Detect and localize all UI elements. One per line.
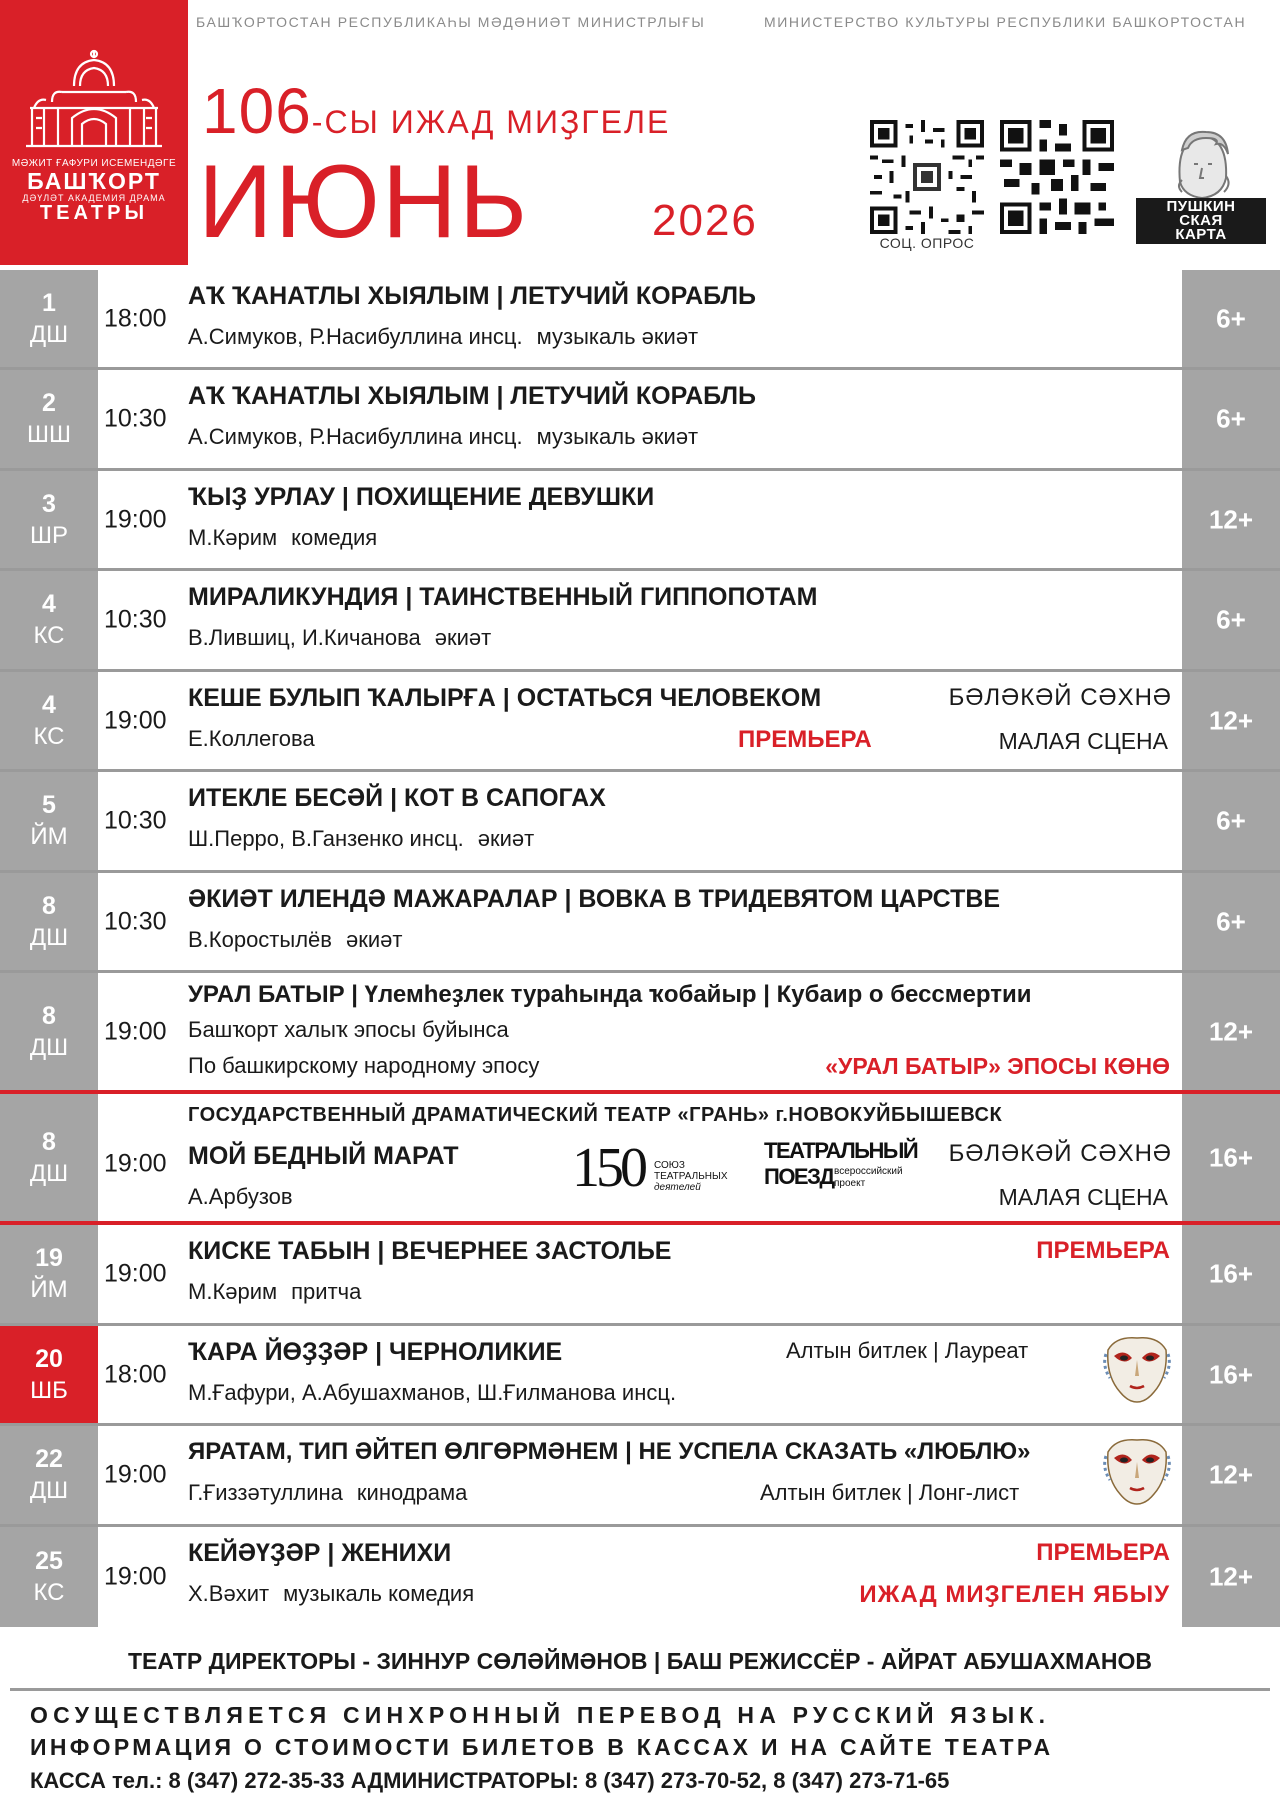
age-rating bbox=[1182, 1326, 1280, 1423]
pushkin-card-label bbox=[1136, 198, 1266, 244]
union-150-caption-3: деятелей bbox=[654, 1182, 701, 1193]
translation-notice: ОСУЩЕСТВЛЯЕТСЯ СИНХРОННЫЙ ПЕРЕВОД НА РУССКИЙ ЯЗЫК. bbox=[30, 1702, 1051, 1728]
event-weekday: ШБ bbox=[30, 1376, 68, 1404]
pushkin-card-line1: ПУШКИН bbox=[1166, 198, 1236, 215]
event-credits bbox=[188, 927, 402, 953]
date-cell-highlighted bbox=[0, 1326, 98, 1423]
event-authors: Х.Вәхит bbox=[188, 1581, 270, 1606]
footer-divider bbox=[10, 1688, 1270, 1691]
event-title: МОЙ БЕДНЫЙ МАРАТ bbox=[188, 1142, 459, 1170]
event-genre: әкиәт bbox=[434, 625, 492, 650]
event-authors: А.Арбузов bbox=[188, 1184, 293, 1209]
union-150-logo bbox=[572, 1138, 732, 1202]
age-rating-label: 16+ bbox=[1208, 1142, 1254, 1172]
golden-mask-award-icon bbox=[1102, 1434, 1172, 1508]
date-cell bbox=[0, 471, 98, 568]
event-weekday: КС bbox=[33, 622, 65, 649]
event-weekday: ЙМ bbox=[30, 823, 68, 850]
event-weekday: ДШ bbox=[29, 1033, 69, 1061]
event-time: 19:00 bbox=[104, 1562, 167, 1591]
train-logo-line2: ПОЕЗД bbox=[764, 1164, 834, 1189]
date-cell bbox=[0, 672, 98, 769]
event-row[interactable] bbox=[0, 772, 1280, 873]
event-title: ИТЕКЛЕ БЕСӘЙ | КОТ В САПОГАХ bbox=[188, 784, 606, 812]
train-logo-sub2: проект bbox=[834, 1178, 866, 1189]
event-credits bbox=[188, 625, 491, 651]
event-weekday: ШШ bbox=[27, 421, 71, 448]
pushkin-card-line3: КАРТА bbox=[1175, 226, 1227, 243]
event-genre: әкиәт bbox=[477, 826, 535, 851]
age-rating bbox=[1182, 772, 1280, 870]
event-authors: Е.Коллегова bbox=[188, 726, 315, 751]
event-row[interactable] bbox=[0, 1225, 1280, 1326]
event-authors: М.Ғафури, А.Абушахманов, Ш.Ғилманова инсц. bbox=[188, 1380, 677, 1405]
event-time: 10:30 bbox=[104, 907, 167, 935]
event-row[interactable] bbox=[0, 672, 1280, 772]
event-row[interactable] bbox=[0, 1094, 1280, 1225]
age-rating-label: 12+ bbox=[1208, 504, 1254, 534]
month-title: ИЮНЬ bbox=[198, 144, 530, 260]
age-rating-label: 6+ bbox=[1216, 604, 1246, 635]
age-rating bbox=[1182, 672, 1280, 769]
event-weekday: ДШ bbox=[29, 1159, 69, 1187]
event-title: УРАЛ БАТЫР | Үлемһеҙлек тураһында ҡобайыр | Кубаир о бессмертии bbox=[188, 981, 1032, 1008]
event-row[interactable] bbox=[0, 1326, 1280, 1426]
event-title: АҠ ҠАНАТЛЫ ХЫЯЛЫМ | ЛЕТУЧИЙ КОРАБЛЬ bbox=[188, 282, 757, 310]
qr-code-survey-icon[interactable] bbox=[870, 120, 984, 234]
event-row[interactable] bbox=[0, 973, 1280, 1094]
age-rating bbox=[1182, 370, 1280, 468]
event-day: 4 bbox=[42, 590, 56, 618]
event-weekday: ШР bbox=[29, 521, 68, 549]
event-row[interactable] bbox=[0, 370, 1280, 471]
season-number: 106 bbox=[202, 75, 312, 147]
event-authors: М.Кәрим bbox=[188, 1279, 278, 1304]
event-authors: М.Кәрим bbox=[188, 525, 278, 550]
age-rating bbox=[1182, 1527, 1280, 1627]
epic-day-note: «УРАЛ БАТЫР» ЭПОСЫ КӨНӨ bbox=[825, 1053, 1170, 1079]
event-day: 20 bbox=[35, 1344, 63, 1373]
event-authors: А.Симуков, Р.Насибуллина инсц. bbox=[188, 424, 523, 449]
premiere-badge: ПРЕМЬЕРА bbox=[1036, 1237, 1170, 1264]
event-row[interactable] bbox=[0, 873, 1280, 973]
season-text: -СЫ ИЖАД МИҘГЕЛЕ bbox=[311, 104, 671, 140]
event-authors: А.Симуков, Р.Насибуллина инсц. bbox=[188, 324, 523, 349]
date-cell bbox=[0, 973, 98, 1090]
event-credits bbox=[188, 826, 534, 852]
event-title: ЯРАТАМ, ТИП ӘЙТЕП ӨЛГӨРМӘНЕМ | НЕ УСПЕЛА СКАЗАТЬ «ЛЮБЛЮ» bbox=[188, 1438, 1031, 1465]
award-label: Алтын битлек | Лонг-лист bbox=[760, 1480, 1020, 1505]
age-rating bbox=[1182, 873, 1280, 970]
event-row[interactable] bbox=[0, 1527, 1280, 1627]
age-rating-label: 12+ bbox=[1208, 1561, 1254, 1592]
season-closing-note: ИЖАД МИҘГЕЛЕН ЯБЫУ bbox=[859, 1581, 1170, 1608]
event-genre: әкиәт bbox=[345, 927, 403, 952]
qr-code-icon[interactable] bbox=[1000, 120, 1114, 234]
age-rating bbox=[1182, 1094, 1280, 1221]
event-row[interactable] bbox=[0, 1426, 1280, 1527]
event-authors: Ш.Перро, В.Ганзенко инсц. bbox=[188, 826, 464, 851]
event-authors: В.Коростылёв bbox=[188, 927, 332, 952]
ticket-info-notice: ИНФОРМАЦИЯ О СТОИМОСТИ БИЛЕТОВ В КАССАХ И НА САЙТЕ ТЕАТРА bbox=[30, 1734, 1054, 1760]
event-credits bbox=[188, 525, 377, 551]
stage-label-russian: МАЛАЯ СЦЕНА bbox=[998, 1184, 1168, 1210]
event-time: 19:00 bbox=[104, 1259, 167, 1288]
event-title: ӘКИӘТ ИЛЕНДӘ МАЖАРАЛАР | ВОВКА В ТРИДЕВЯТОМ ЦАРСТВЕ bbox=[188, 885, 1001, 913]
logo-title-bashkort: БАШҠОРТ bbox=[27, 168, 161, 194]
age-rating-label: 16+ bbox=[1208, 1359, 1254, 1389]
age-rating bbox=[1182, 270, 1280, 367]
event-authors: В.Лившиц, И.Кичанова bbox=[188, 625, 421, 650]
event-day: 8 bbox=[42, 891, 56, 920]
age-rating-label: 12+ bbox=[1208, 1016, 1254, 1046]
age-rating bbox=[1182, 471, 1280, 568]
stage-label-bashkir: БӘЛӘКӘЙ СӘХНӘ bbox=[948, 684, 1172, 711]
event-genre: притча bbox=[291, 1279, 362, 1304]
theatre-train-logo bbox=[764, 1136, 918, 1202]
event-time: 10:30 bbox=[104, 404, 167, 433]
event-weekday: КС bbox=[33, 722, 65, 750]
event-credits bbox=[188, 424, 698, 450]
event-title: ҠАРА ЙӨҘҘӘР | ЧЕРНОЛИКИЕ bbox=[188, 1338, 563, 1366]
stage-label-russian: МАЛАЯ СЦЕНА bbox=[998, 728, 1168, 754]
event-title: ҠЫҘ УРЛАУ | ПОХИЩЕНИЕ ДЕВУШКИ bbox=[188, 483, 655, 511]
event-time: 19:00 bbox=[104, 1017, 167, 1045]
logo-caption-top: МӘЖИТ ҒАФУРИ ИСЕМЕНДӘГЕ bbox=[11, 158, 177, 169]
event-time: 10:30 bbox=[104, 605, 167, 634]
directors-line: ТЕАТР ДИРЕКТОРЫ - ЗИННУР СӨЛӘЙМӘНОВ | БАШ РЕЖИССЁР - АЙРАТ АБУШАХМАНОВ bbox=[127, 1648, 1153, 1674]
event-genre: музыкаль әкиәт bbox=[536, 424, 699, 449]
premiere-badge: ПРЕМЬЕРА bbox=[1036, 1539, 1170, 1566]
qr-caption: СОЦ. ОПРОС bbox=[879, 235, 975, 251]
date-cell bbox=[0, 772, 98, 870]
event-time: 10:30 bbox=[104, 806, 167, 835]
event-day: 8 bbox=[42, 1001, 56, 1030]
event-day: 19 bbox=[35, 1244, 63, 1272]
event-day: 4 bbox=[42, 690, 56, 719]
event-row[interactable] bbox=[0, 471, 1280, 571]
stage-label-bashkir: БӘЛӘКӘЙ СӘХНӘ bbox=[948, 1140, 1172, 1167]
golden-mask-award-icon bbox=[1102, 1332, 1172, 1406]
event-schedule bbox=[0, 270, 1280, 1627]
event-day: 22 bbox=[35, 1445, 63, 1473]
award-label: Алтын битлек | Лауреат bbox=[786, 1338, 1029, 1363]
train-logo-sub1: всероссийский bbox=[834, 1166, 903, 1177]
event-credits bbox=[188, 1480, 467, 1506]
age-rating-label: 6+ bbox=[1216, 805, 1246, 836]
event-credits bbox=[188, 1279, 361, 1305]
event-title: АҠ ҠАНАТЛЫ ХЫЯЛЫМ | ЛЕТУЧИЙ КОРАБЛЬ bbox=[188, 382, 757, 410]
event-weekday: КС bbox=[33, 1579, 65, 1606]
event-source-bashkir: Башҡорт халыҡ эпосы буйынса bbox=[188, 1017, 509, 1042]
date-cell bbox=[0, 1426, 98, 1524]
union-150-caption-2: ТЕАТРАЛЬНЫХ bbox=[654, 1171, 728, 1182]
age-rating-label: 6+ bbox=[1216, 303, 1246, 333]
guest-theatre-name: ГОСУДАРСТВЕННЫЙ ДРАМАТИЧЕСКИЙ ТЕАТР «ГРАНЬ» г.НОВОКУЙБЫШЕВСК bbox=[188, 1104, 1003, 1126]
event-time: 19:00 bbox=[104, 706, 167, 734]
event-genre: музыкаль комедия bbox=[283, 1581, 475, 1606]
event-time: 19:00 bbox=[104, 1460, 167, 1489]
year-title: 2026 bbox=[652, 196, 758, 245]
premiere-badge: ПРЕМЬЕРА bbox=[738, 726, 872, 753]
age-rating bbox=[1182, 1426, 1280, 1524]
event-time: 18:00 bbox=[104, 304, 167, 332]
event-day: 8 bbox=[42, 1127, 56, 1156]
event-genre: кинодрама bbox=[356, 1480, 468, 1505]
event-day: 5 bbox=[42, 791, 56, 819]
age-rating-label: 12+ bbox=[1208, 705, 1254, 735]
age-rating bbox=[1182, 1225, 1280, 1323]
event-time: 18:00 bbox=[104, 1360, 167, 1388]
event-title: КИСКЕ ТАБЫН | ВЕЧЕРНЕЕ ЗАСТОЛЬЕ bbox=[188, 1237, 672, 1265]
event-credits bbox=[188, 1581, 474, 1607]
event-credits bbox=[188, 324, 698, 350]
event-weekday: ЙМ bbox=[30, 1276, 68, 1303]
event-title: КЕЙӘҮҘӘР | ЖЕНИХИ bbox=[188, 1539, 452, 1567]
logo-caption-middle: ДӘҮЛӘТ АКАДЕМИЯ ДРАМА bbox=[22, 193, 166, 203]
event-time: 19:00 bbox=[104, 505, 167, 533]
event-day: 1 bbox=[42, 288, 56, 317]
train-logo-line1: ТЕАТРАЛЬНЫЙ bbox=[764, 1138, 918, 1163]
date-cell bbox=[0, 571, 98, 669]
event-time: 19:00 bbox=[104, 1149, 167, 1178]
event-row[interactable] bbox=[0, 571, 1280, 672]
event-day: 25 bbox=[35, 1547, 63, 1575]
event-genre: музыкаль әкиәт bbox=[536, 324, 699, 349]
ministry-bashkir: БАШҠОРТОСТАН РЕСПУБЛИКАҺЫ МӘДӘНИӘТ МИНИСТРЛЫҒЫ bbox=[196, 14, 706, 30]
date-cell bbox=[0, 1527, 98, 1627]
age-rating-label: 16+ bbox=[1208, 1258, 1254, 1289]
event-authors: Г.Ғиззәтуллина bbox=[188, 1480, 343, 1505]
union-150-caption-1: СОЮЗ bbox=[654, 1160, 685, 1171]
age-rating-label: 6+ bbox=[1216, 403, 1246, 434]
age-rating-label: 6+ bbox=[1216, 906, 1246, 936]
pushkin-card-line2: СКАЯ bbox=[1179, 212, 1223, 229]
age-rating-label: 12+ bbox=[1208, 1459, 1254, 1490]
event-day: 3 bbox=[42, 489, 56, 518]
age-rating bbox=[1182, 571, 1280, 669]
age-rating bbox=[1182, 973, 1280, 1090]
date-cell bbox=[0, 1225, 98, 1323]
ministry-russian: МИНИСТЕРСТВО КУЛЬТУРЫ РЕСПУБЛИКИ БАШКОРТОСТАН bbox=[764, 14, 1247, 30]
event-genre: комедия bbox=[291, 525, 378, 550]
date-cell bbox=[0, 873, 98, 970]
event-day: 2 bbox=[42, 389, 56, 417]
date-cell bbox=[0, 1094, 98, 1221]
event-weekday: ДШ bbox=[29, 1477, 69, 1504]
theatre-logo bbox=[0, 0, 188, 265]
event-weekday: ДШ bbox=[29, 923, 69, 951]
contact-phones: КАССА тел.: 8 (347) 272-35-33 АДМИНИСТРАТОРЫ: 8 (347) 273-70-52, 8 (347) 273-71-65 bbox=[30, 1768, 950, 1793]
event-row[interactable] bbox=[0, 270, 1280, 370]
event-source-russian: По башкирскому народному эпосу bbox=[188, 1053, 540, 1078]
event-title: МИРАЛИКУНДИЯ | ТАИНСТВЕННЫЙ ГИППОПОТАМ bbox=[188, 583, 818, 611]
event-title: КЕШЕ БУЛЫП ҠАЛЫРҒА | ОСТАТЬСЯ ЧЕЛОВЕКОМ bbox=[188, 684, 822, 712]
theatre-building-icon bbox=[22, 46, 166, 156]
logo-title-teatry: ТЕАТРЫ bbox=[39, 202, 149, 224]
union-150-number: 150 bbox=[572, 1137, 644, 1199]
season-heading bbox=[202, 74, 670, 148]
event-weekday: ДШ bbox=[29, 320, 69, 348]
date-cell bbox=[0, 270, 98, 367]
date-cell bbox=[0, 370, 98, 468]
